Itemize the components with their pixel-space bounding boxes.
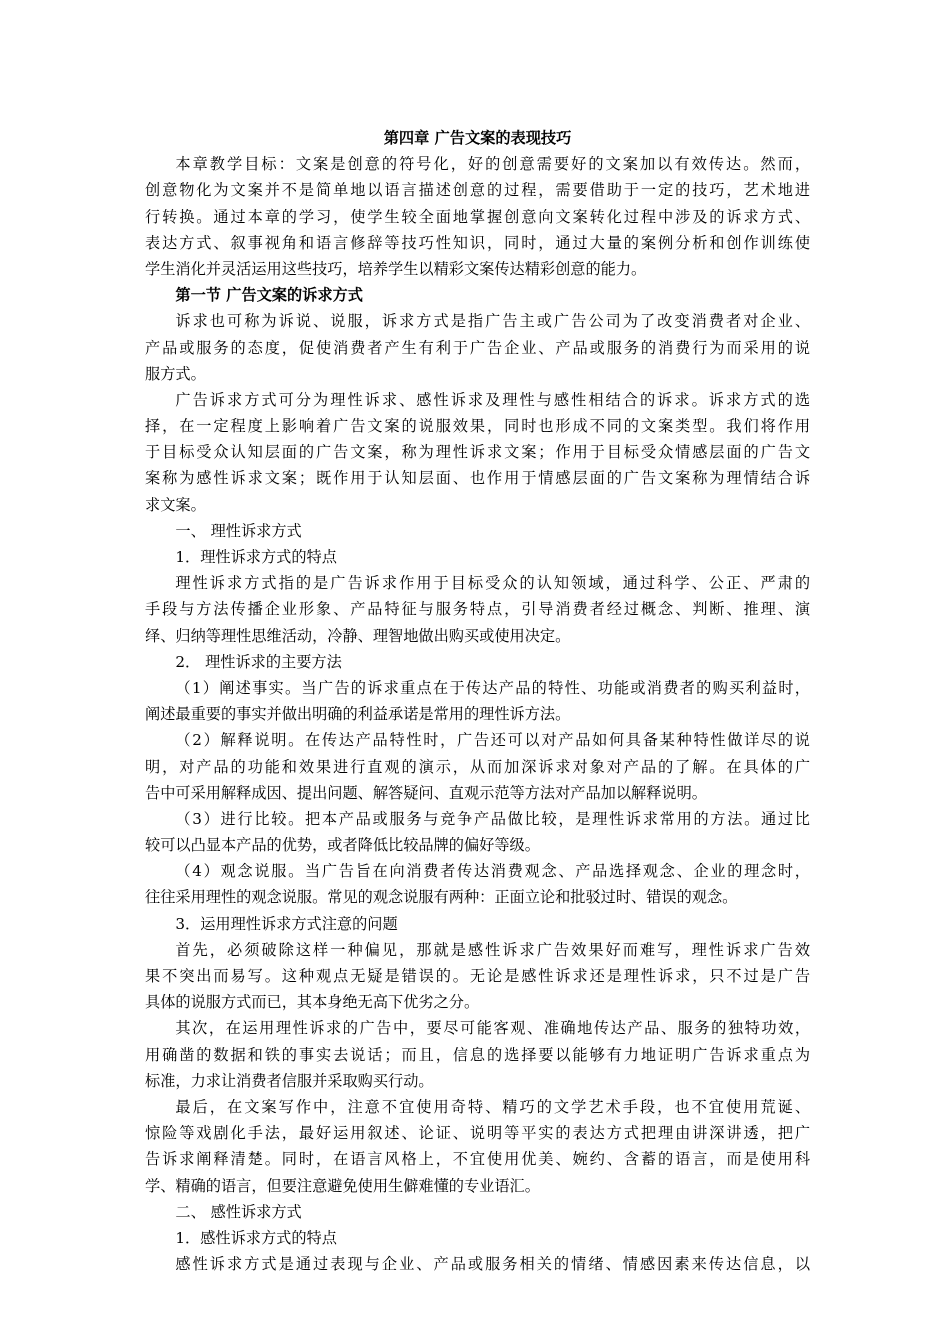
text-line: 感性诉求方式是通过表现与企业、产品或服务相关的情绪、情感因素来传达信息，以 bbox=[175, 1255, 810, 1274]
text-line: 告诉求阐释清楚。同时，在语言风格上，不宜使用优美、婉约、含蓄的语言，而是使用科 bbox=[145, 1150, 810, 1169]
text-line: 用确凿的数据和铁的事实去说话；而且，信息的选择要以能够有力地证明广告诉求重点为 bbox=[145, 1045, 810, 1064]
text-line: 阐述最重要的事实并做出明确的利益承诺是常用的理性诉方法。 bbox=[145, 705, 571, 724]
document-page bbox=[145, 125, 810, 1277]
text-line: 较可以凸显本产品的优势，或者降低比较品牌的偏好等级。 bbox=[145, 836, 540, 855]
text-line: 广告诉求方式可分为理性诉求、感性诉求及理性与感性相结合的诉求。诉求方式的选 bbox=[175, 390, 810, 409]
text-line: （2）解释说明。在传达产品特性时，广告还可以对产品如何具备某种特性做详尽的说 bbox=[175, 731, 810, 750]
text-line: （4）观念说服。当广告旨在向消费者传达消费观念、产品选择观念、企业的理念时， bbox=[175, 862, 810, 881]
text-line: （1）阐述事实。当广告的诉求重点在于传达产品的特性、功能或消费者的购买利益时， bbox=[175, 678, 810, 697]
text-line: 其次，在运用理性诉求的广告中，要尽可能客观、准确地传达产品、服务的独特功效， bbox=[175, 1019, 810, 1038]
text-line: 二、 感性诉求方式 bbox=[175, 1202, 302, 1221]
section-heading: 第一节 广告文案的诉求方式 bbox=[175, 286, 363, 305]
text-line: 果不突出而易写。这种观点无疑是错误的。无论是感性诉求还是理性诉求，只不过是广告 bbox=[145, 967, 810, 985]
text-line: 表达方式、叙事视角和语言修辞等技巧性知识，同时，通过大量的案例分析和创作训练使 bbox=[145, 233, 810, 252]
text-line: 1．理性诉求方式的特点 bbox=[175, 548, 337, 566]
text-line: 学生消化并灵活运用这些技巧，培养学生以精彩文案传达精彩创意的能力。 bbox=[145, 259, 647, 278]
text-line: 服方式。 bbox=[145, 364, 206, 383]
text-line: 诉求也可称为诉说、说服，诉求方式是指广告主或广告公司为了改变消费者对企业、 bbox=[175, 312, 810, 331]
text-line: 手段与方法传播企业形象、产品特征与服务特点，引导消费者经过概念、判断、推理、演 bbox=[145, 600, 810, 619]
text-line: 本章教学目标：文案是创意的符号化，好的创意需要好的文案加以有效传达。然而， bbox=[175, 155, 810, 174]
text-line: 创意物化为文案并不是简单地以语言描述创意的过程，需要借助于一定的技巧，艺术地进 bbox=[145, 181, 810, 200]
text-line: 择，在一定程度上影响着广告文案的说服效果，同时也形成不同的文案类型。我们将作用 bbox=[145, 417, 810, 436]
text-line: 案称为感性诉求文案；既作用于认知层面、也作用于情感层面的广告文案称为理情结合诉 bbox=[145, 469, 810, 488]
text-line: 理性诉求方式指的是广告诉求作用于目标受众的认知领域，通过科学、公正、严肃的 bbox=[175, 574, 810, 593]
text-line: 3．运用理性诉求方式注意的问题 bbox=[175, 914, 398, 933]
chapter-title: 第四章 广告文案的表现技巧 bbox=[383, 129, 572, 147]
text-line: 具体的说服方式而已，其本身绝无高下优劣之分。 bbox=[145, 993, 480, 1012]
text-line: 求文案。 bbox=[145, 495, 206, 514]
text-line: 惊险等戏剧化手法，最好运用叙述、论证、说明等平实的表达方式把理由讲深讲透，把广 bbox=[145, 1124, 810, 1143]
text-line: （3）进行比较。把本产品或服务与竞争产品做比较，是理性诉求常用的方法。通过比 bbox=[175, 809, 810, 828]
text-line: 往往采用理性的观念说服。常见的观念说服有两种：正面立论和批驳过时、错误的观念。 bbox=[145, 888, 738, 907]
text-line: 告中可采用解释成因、提出问题、解答疑问、直观示范等方法对产品加以解释说明。 bbox=[145, 783, 707, 802]
text-line: 于目标受众认知层面的广告文案，称为理性诉求文案；作用于目标受众情感层面的广告文 bbox=[145, 443, 810, 462]
text-line: 标准，力求让消费者信服并采取购买行动。 bbox=[145, 1071, 434, 1090]
text-line: 首先，必须破除这样一种偏见，那就是感性诉求广告效果好而难写，理性诉求广告效 bbox=[175, 940, 810, 959]
text-line: 学、精确的语言，但要注意避免使用生僻难懂的专业语汇。 bbox=[145, 1176, 540, 1195]
text-line: 明，对产品的功能和效果进行直观的演示，从而加深诉求对象对产品的了解。在具体的广 bbox=[145, 757, 810, 776]
text-line: 产品或服务的态度，促使消费者产生有利于广告企业、产品或服务的消费行为而采用的说 bbox=[145, 338, 810, 357]
text-line: 一、 理性诉求方式 bbox=[175, 521, 302, 540]
text-line: 绎、归纳等理性思维活动，冷静、理智地做出购买或使用决定。 bbox=[145, 626, 571, 645]
text-line: 行转换。通过本章的学习，使学生较全面地掌握创意向文案转化过程中涉及的诉求方式、 bbox=[145, 207, 810, 226]
text-line: 2． 理性诉求的主要方法 bbox=[175, 652, 342, 671]
text-line: 1．感性诉求方式的特点 bbox=[175, 1228, 337, 1247]
text-line: 最后，在文案写作中，注意不宜使用奇特、精巧的文学艺术手段，也不宜使用荒诞、 bbox=[175, 1097, 810, 1116]
